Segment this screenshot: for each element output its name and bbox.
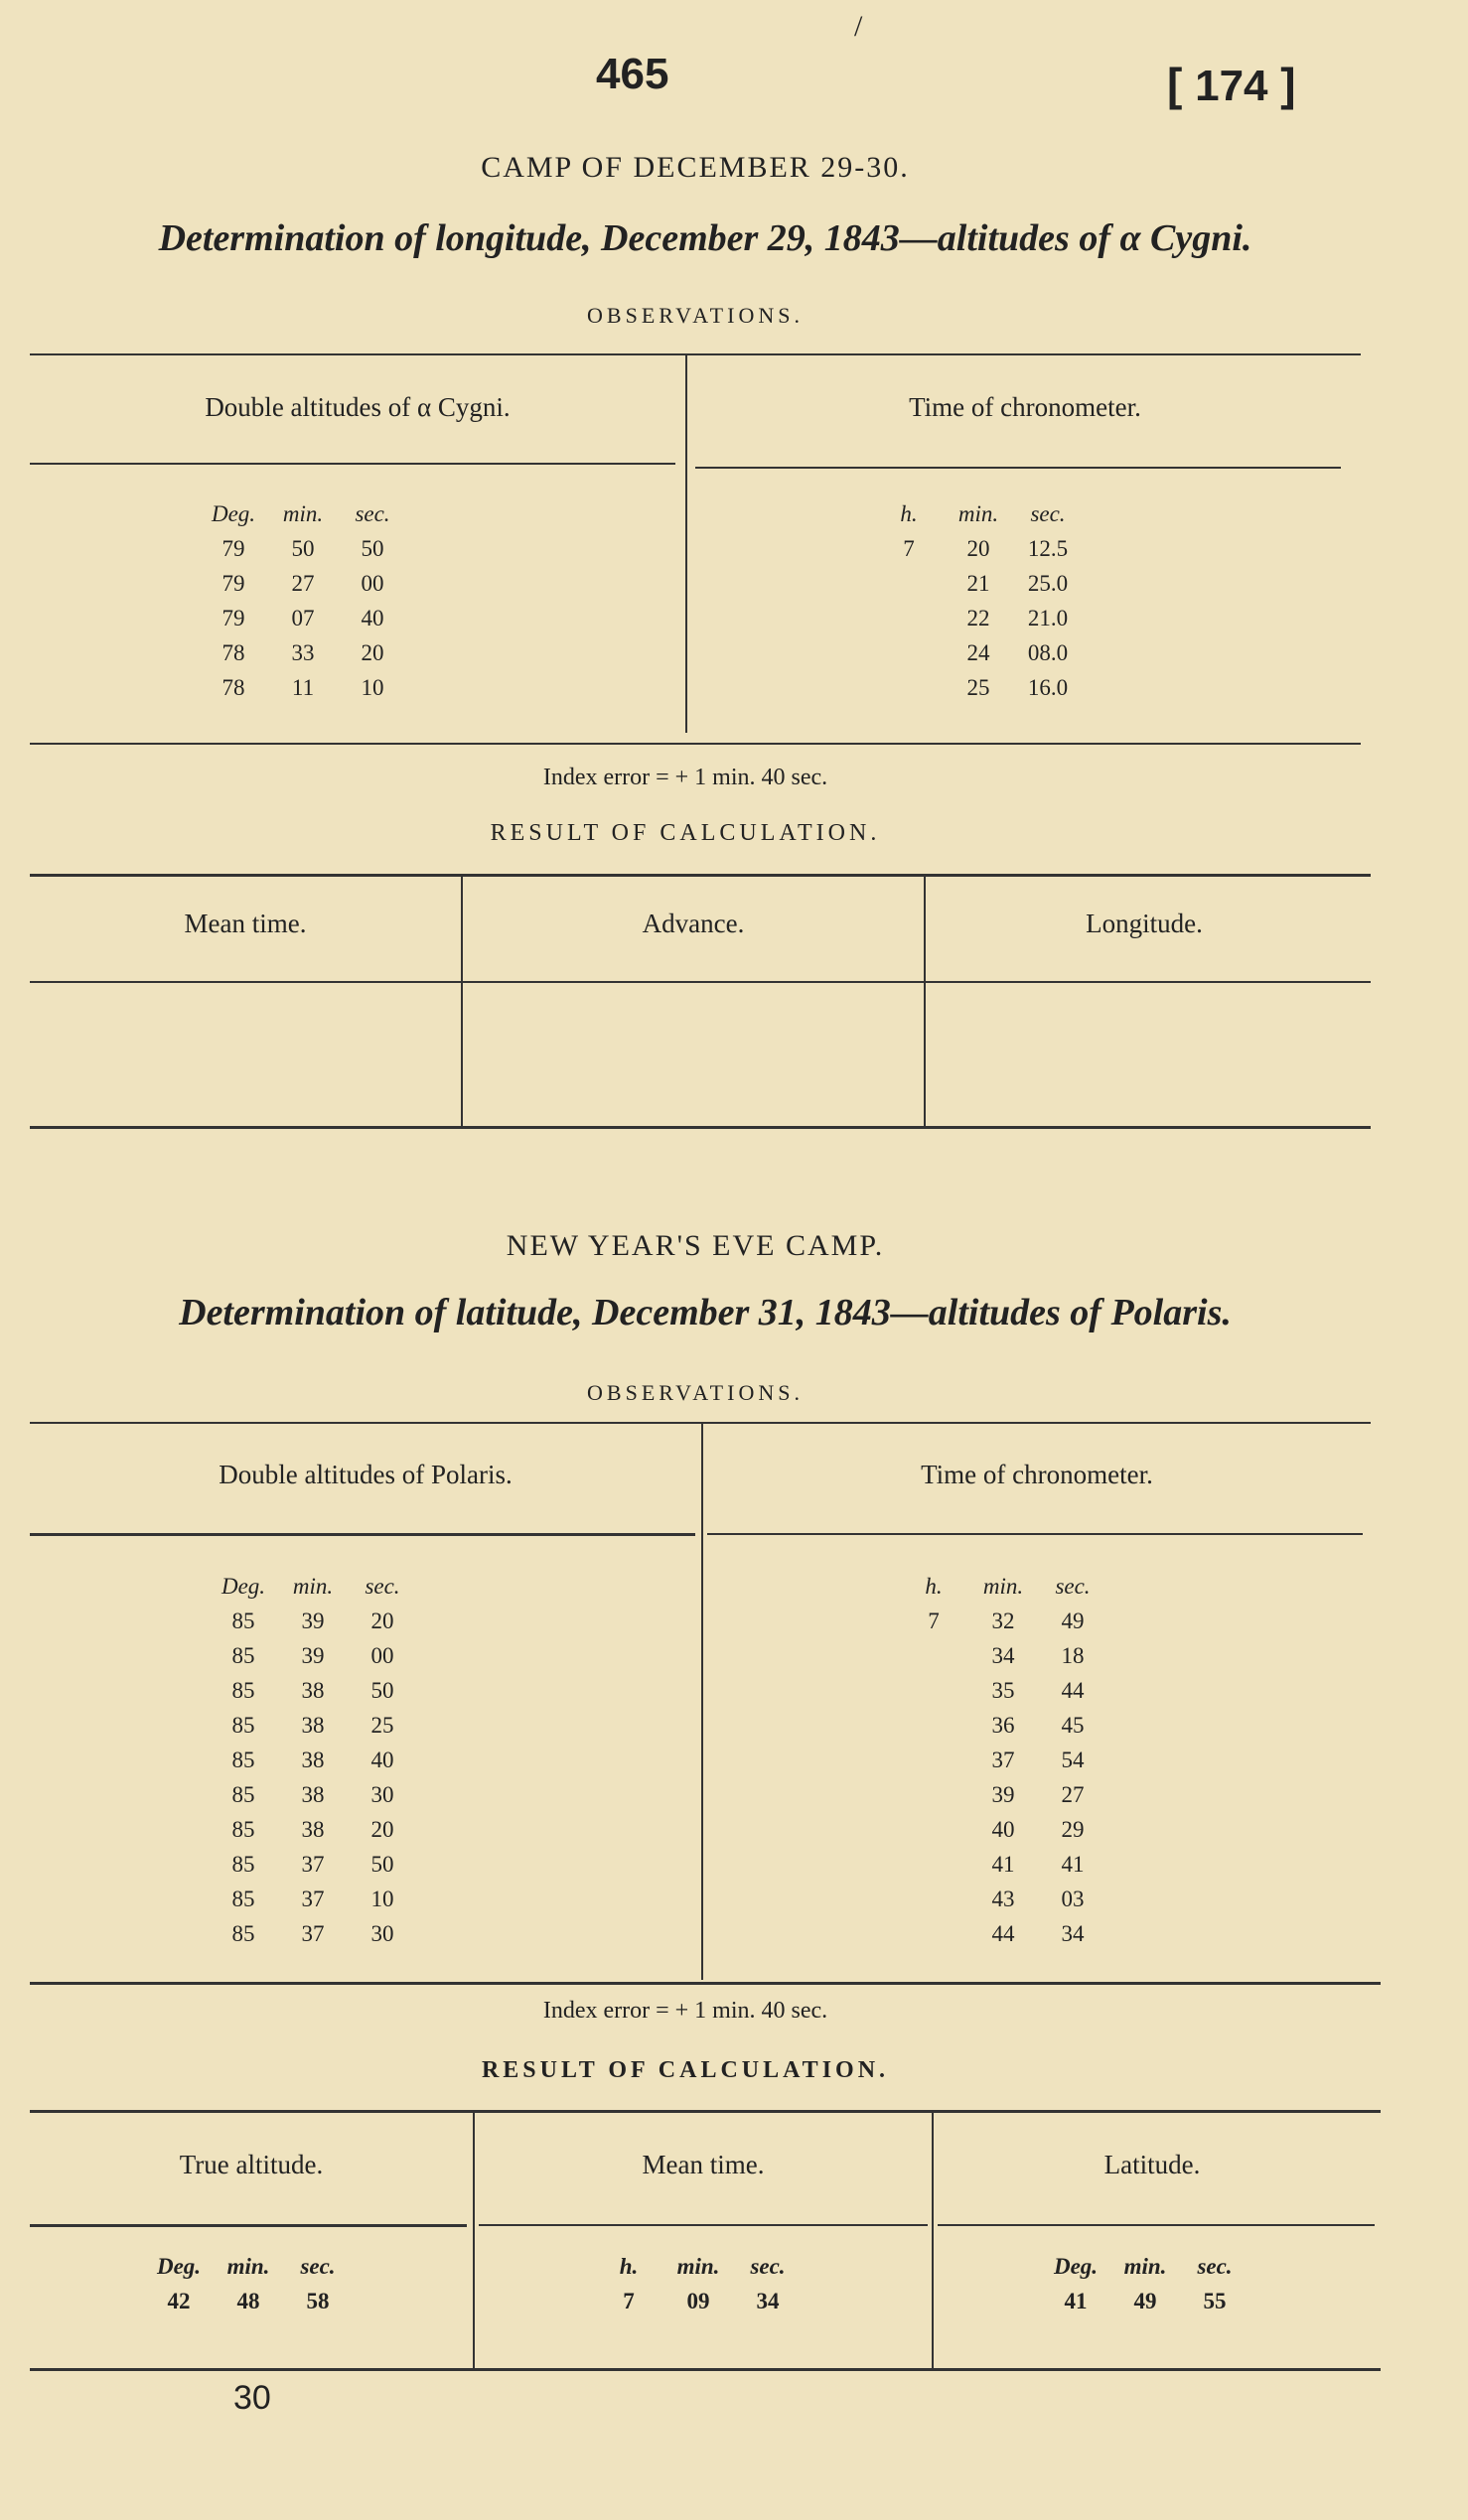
cell-min: 33: [291, 640, 315, 665]
cell-min: 24: [966, 640, 990, 665]
section2-index-error: Index error = + 1 min. 40 sec.: [542, 1998, 828, 2024]
cell-sec: 10: [361, 675, 384, 700]
signature-mark: 30: [233, 2379, 271, 2417]
cell-min: 21: [966, 571, 990, 596]
section2-camp-title: NEW YEAR'S EVE CAMP.: [506, 1229, 885, 1262]
col-sec: sec.: [1055, 1574, 1091, 1599]
cell-hour-blank: [899, 1847, 968, 1882]
cell-hour-blank: [899, 1673, 968, 1708]
cell-min: 37: [991, 1748, 1015, 1772]
section1-right-table: [874, 496, 1083, 705]
section2-observations-label: OBSERVATIONS.: [587, 1380, 804, 1405]
cell-min: 44: [991, 1921, 1015, 1946]
table-rows: [209, 1604, 417, 1951]
cell-sec: 44: [1061, 1678, 1085, 1703]
cell-min: 37: [301, 1852, 325, 1877]
section2-result-mean-time: Mean time.: [642, 2150, 765, 2179]
cell-hour-blank: [899, 1708, 968, 1743]
cell-min: 07: [291, 606, 315, 630]
cell-sec: 50: [370, 1678, 394, 1703]
pencil-mark: /: [854, 10, 863, 43]
section1-right-header: Time of chronometer.: [909, 392, 1141, 422]
rule: [938, 2224, 1375, 2226]
cell-min: 38: [301, 1782, 325, 1807]
section1-camp-title: CAMP OF DECEMBER 29-30.: [481, 151, 910, 184]
plate-number: 174: [1195, 62, 1268, 110]
value-sec: 58: [306, 2289, 330, 2313]
cell-min: 34: [991, 1643, 1015, 1668]
cell-min: 36: [991, 1713, 1015, 1738]
cell-min: 38: [301, 1678, 325, 1703]
column-headings: [144, 2249, 353, 2284]
cell-hour-blank: [899, 1638, 968, 1673]
column-headings: [899, 1569, 1107, 1604]
plate-number-box: [ 174 ]: [1167, 59, 1296, 110]
cell-hour-blank: [874, 601, 944, 635]
rule: [30, 2110, 1381, 2113]
section1-determination: Determination of longitude, December 29, 1843—altitudes of α Cygni.: [158, 217, 1252, 259]
cell-min: 38: [301, 1817, 325, 1842]
cell-sec: 20: [361, 640, 384, 665]
col-min: min.: [282, 501, 324, 526]
col-sec: sec.: [355, 501, 390, 526]
rule: [30, 353, 1361, 355]
page-number: 465: [596, 50, 669, 98]
col-min: min.: [676, 2254, 720, 2279]
cell-hour-blank: [874, 566, 944, 601]
cell-min: 22: [966, 606, 990, 630]
cell-sec: 10: [370, 1887, 394, 1911]
col-deg: Deg.: [156, 2254, 202, 2279]
cell-deg: 85: [231, 1609, 255, 1633]
cell-hour-blank: [874, 670, 944, 705]
cell-deg: 85: [231, 1921, 255, 1946]
col-h: h.: [619, 2254, 639, 2279]
cell-sec: 18: [1061, 1643, 1085, 1668]
cell-min: 41: [991, 1852, 1015, 1877]
col-sec: sec.: [365, 1574, 400, 1599]
cell-sec: 41: [1061, 1852, 1085, 1877]
cell-min: 39: [301, 1609, 325, 1633]
section1-index-error: Index error = + 1 min. 40 sec.: [542, 765, 828, 790]
cell-deg: 79: [221, 606, 245, 630]
latitude-block: [1041, 2249, 1249, 2318]
section2-right-table: [899, 1569, 1107, 1951]
value-sec: 34: [756, 2289, 780, 2313]
cell-hour-blank: [899, 1882, 968, 1916]
cell-sec: 16.0: [1027, 675, 1069, 700]
section1-result-advance: Advance.: [642, 909, 745, 938]
col-sec: sec.: [750, 2254, 786, 2279]
section1-result-label: RESULT OF CALCULATION.: [490, 820, 881, 846]
col-min: min.: [957, 501, 999, 526]
cell-min: 25: [966, 675, 990, 700]
col-min: min.: [1123, 2254, 1167, 2279]
cell-deg: 85: [231, 1887, 255, 1911]
cell-hour: 7: [903, 536, 915, 561]
cell-sec: 25: [370, 1713, 394, 1738]
cell-hour-blank: [899, 1916, 968, 1951]
cell-sec: 00: [370, 1643, 394, 1668]
col-min: min.: [982, 1574, 1024, 1599]
cell-hour-blank: [874, 635, 944, 670]
section1-result-longitude: Longitude.: [1086, 909, 1203, 938]
section2-result-latitude: Latitude.: [1103, 2150, 1201, 2179]
cell-sec: 49: [1061, 1609, 1085, 1633]
rule: [695, 467, 1341, 469]
cell-sec: 54: [1061, 1748, 1085, 1772]
cell-min: 11: [291, 675, 315, 700]
cell-min: 20: [966, 536, 990, 561]
cell-sec: 30: [370, 1782, 394, 1807]
section2-result-true-altitude: True altitude.: [179, 2150, 324, 2179]
cell-deg: 78: [221, 640, 245, 665]
cell-deg: 85: [231, 1678, 255, 1703]
table-rows: [199, 531, 407, 705]
rule: [479, 2224, 928, 2226]
table-rows: [874, 531, 1083, 705]
cell-sec: 50: [370, 1852, 394, 1877]
cell-deg: 85: [231, 1748, 255, 1772]
rule: [30, 1533, 695, 1536]
col-deg: Deg.: [211, 501, 256, 526]
section2-result-label: RESULT OF CALCULATION.: [481, 2057, 890, 2083]
value-min: 49: [1133, 2289, 1157, 2313]
value-min: 09: [686, 2289, 710, 2313]
section2-left-table: [209, 1569, 417, 1951]
section2-determination: Determination of latitude, December 31, 1843—altitudes of Polaris.: [179, 1292, 1232, 1333]
cell-min: 27: [291, 571, 315, 596]
col-min: min.: [292, 1574, 334, 1599]
values: [594, 2284, 803, 2318]
column-headings: [209, 1569, 417, 1604]
cell-min: 50: [291, 536, 315, 561]
cell-min: 39: [301, 1643, 325, 1668]
cell-sec: 21.0: [1027, 606, 1069, 630]
cell-min: 37: [301, 1921, 325, 1946]
cell-sec: 50: [361, 536, 384, 561]
rule: [30, 874, 1371, 877]
cell-sec: 40: [361, 606, 384, 630]
rule: [30, 1422, 1371, 1424]
mean-time-block: [594, 2249, 803, 2318]
section1-left-table: [199, 496, 407, 705]
cell-hour: 7: [928, 1609, 940, 1633]
cell-sec: 08.0: [1027, 640, 1069, 665]
section1-observations-label: OBSERVATIONS.: [587, 303, 804, 328]
cell-deg: 85: [231, 1713, 255, 1738]
cell-min: 43: [991, 1887, 1015, 1911]
cell-min: 37: [301, 1887, 325, 1911]
cell-deg: 85: [231, 1782, 255, 1807]
cell-deg: 85: [231, 1852, 255, 1877]
value-min: 48: [236, 2289, 260, 2313]
cell-sec: 30: [370, 1921, 394, 1946]
cell-sec: 34: [1061, 1921, 1085, 1946]
column-headings: [594, 2249, 803, 2284]
cell-min: 38: [301, 1748, 325, 1772]
cell-deg: 85: [231, 1817, 255, 1842]
cell-sec: 27: [1061, 1782, 1085, 1807]
rule: [30, 2224, 467, 2227]
rule: [30, 743, 1361, 745]
cell-min: 39: [991, 1782, 1015, 1807]
col-h: h.: [900, 501, 918, 526]
cell-deg: 79: [221, 536, 245, 561]
col-min: min.: [226, 2254, 270, 2279]
col-sec: sec.: [1197, 2254, 1233, 2279]
cell-min: 35: [991, 1678, 1015, 1703]
cell-sec: 12.5: [1027, 536, 1069, 561]
cell-min: 40: [991, 1817, 1015, 1842]
col-sec: sec.: [1030, 501, 1066, 526]
rule: [30, 2368, 1381, 2371]
section2-left-header: Double altitudes of Polaris.: [219, 1460, 513, 1489]
rule: [30, 1126, 1371, 1129]
col-sec: sec.: [300, 2254, 336, 2279]
cell-deg: 78: [221, 675, 245, 700]
col-h: h.: [925, 1574, 943, 1599]
cell-sec: 03: [1061, 1887, 1085, 1911]
rule: [707, 1533, 1363, 1535]
section1-result-mean-time: Mean time.: [184, 909, 307, 938]
table-rows: [899, 1604, 1107, 1951]
true-altitude-block: [144, 2249, 353, 2318]
value-deg: 41: [1064, 2289, 1088, 2313]
values: [1041, 2284, 1249, 2318]
cell-min: 38: [301, 1713, 325, 1738]
column-headings: [874, 496, 1083, 531]
value-h: 7: [623, 2289, 635, 2313]
values: [144, 2284, 353, 2318]
rule: [30, 463, 675, 465]
cell-min: 32: [991, 1609, 1015, 1633]
cell-sec: 20: [370, 1609, 394, 1633]
cell-sec: 40: [370, 1748, 394, 1772]
cell-deg: 85: [231, 1643, 255, 1668]
column-divider: [701, 1424, 703, 1980]
value-sec: 55: [1203, 2289, 1227, 2313]
cell-deg: 79: [221, 571, 245, 596]
column-headings: [199, 496, 407, 531]
col-deg: Deg.: [1053, 2254, 1099, 2279]
cell-hour-blank: [899, 1777, 968, 1812]
rule: [30, 1982, 1381, 1985]
cell-sec: 20: [370, 1817, 394, 1842]
section2-right-header: Time of chronometer.: [921, 1460, 1153, 1489]
cell-hour-blank: [899, 1743, 968, 1777]
column-headings: [1041, 2249, 1249, 2284]
col-deg: Deg.: [220, 1574, 266, 1599]
cell-sec: 29: [1061, 1817, 1085, 1842]
cell-hour-blank: [899, 1812, 968, 1847]
cell-sec: 45: [1061, 1713, 1085, 1738]
cell-sec: 00: [361, 571, 384, 596]
section1-left-header: Double altitudes of α Cygni.: [205, 392, 511, 422]
rule: [30, 981, 1371, 983]
value-deg: 42: [167, 2289, 191, 2313]
cell-sec: 25.0: [1027, 571, 1069, 596]
